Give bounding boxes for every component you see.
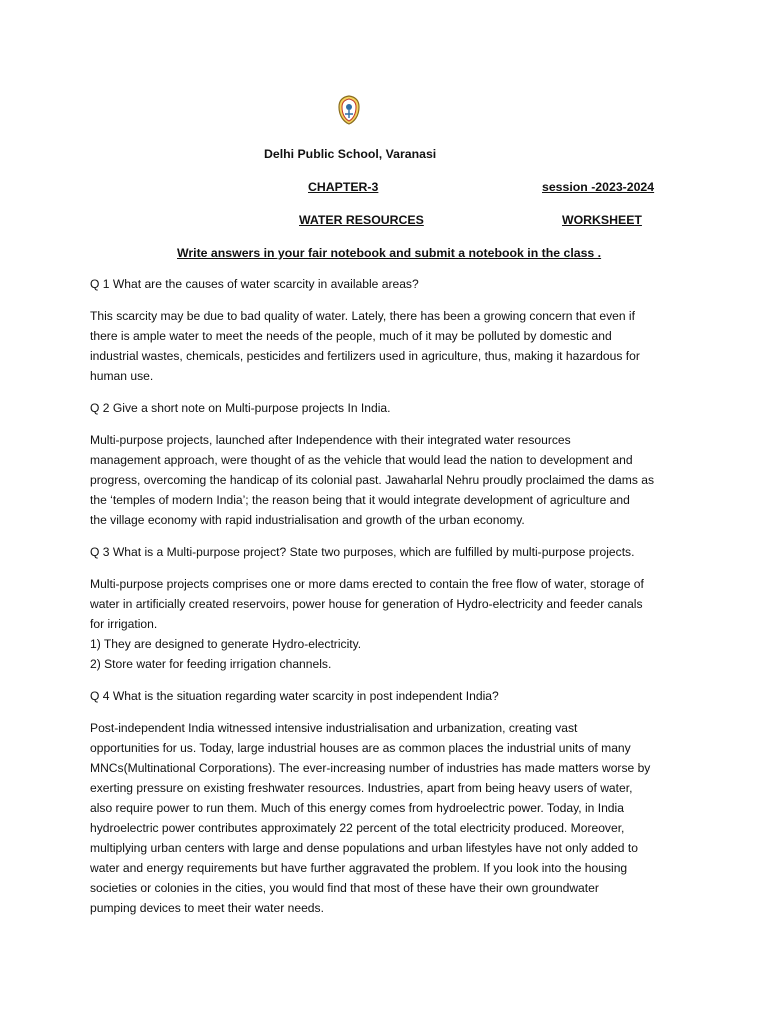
answer-line: human use. (90, 369, 154, 383)
answer-line: 2) Store water for feeding irrigation channels. (90, 657, 332, 671)
school-name: Delhi Public School, Varanasi (264, 147, 437, 161)
answer-line: also require power to run them. Much of this energy comes from hydroelectric power. Today, in India (90, 801, 624, 815)
doc-type-label: WORKSHEET (562, 213, 642, 227)
answer-line: Multi-purpose projects, launched after Independence with their integrated water resources (90, 433, 571, 447)
answer-line: Post-independent India witnessed intensive industrialisation and urbanization, creating vast (90, 721, 578, 735)
answer-line: multiplying urban centers with large and dense populations and urban lifestyles have not only added to (90, 841, 638, 855)
answer-4 (90, 718, 690, 918)
answer-line: Multi-purpose projects comprises one or more dams erected to contain the free flow of water, storage of (90, 577, 644, 591)
school-crest-icon (336, 94, 362, 126)
answer-line: management approach, were thought of as the vehicle that would lead the nation to development and (90, 453, 633, 467)
answer-line: This scarcity may be due to bad quality of water. Lately, there has been a growing concern that even if (90, 309, 635, 323)
answer-2 (90, 430, 690, 530)
questions-section (90, 274, 690, 930)
session-label: session -2023-2024 (542, 180, 655, 194)
answer-line: the ‘temples of modern India’; the reason being that it would integrate development of agriculture and (90, 493, 630, 507)
chapter-label: CHAPTER-3 (308, 180, 379, 194)
answer-line: for irrigation. (90, 617, 158, 631)
question-1: Q 1 What are the causes of water scarcity in available areas? (90, 277, 419, 291)
subject-title: WATER RESOURCES (299, 213, 424, 227)
answer-line: water in artificially created reservoirs, power house for generation of Hydro-electricity and feeder canals (90, 597, 643, 611)
answer-line: industrial wastes, chemicals, pesticides and fertilizers used in agriculture, thus, making it hazardous for (90, 349, 640, 363)
answer-line: progress, overcoming the handicap of its colonial past. Jawaharlal Nehru proudly proclaimed the dams as (90, 473, 655, 487)
answer-line: opportunities for us. Today, large industrial houses are as common places the industrial units of many (90, 741, 631, 755)
answer-line: MNCs(Multinational Corporations). The ever-increasing number of industries has made matters worse by (90, 761, 651, 775)
answer-line: water and energy requirements but have further aggravated the problem. If you look into the housing (90, 861, 628, 875)
question-4: Q 4 What is the situation regarding water scarcity in post independent India? (90, 689, 499, 703)
answer-line: hydroelectric power contributes approximately 22 percent of the total electricity produced. Moreover, (90, 821, 625, 835)
answer-line: 1) They are designed to generate Hydro-electricity. (90, 637, 362, 651)
question-3: Q 3 What is a Multi-purpose project? State two purposes, which are fulfilled by multi-purpose projects. (90, 545, 635, 559)
answer-1 (90, 306, 690, 386)
answer-line: pumping devices to meet their water needs. (90, 901, 324, 915)
answer-line: the village economy with rapid industrialisation and growth of the urban economy. (90, 513, 525, 527)
answer-line: societies or colonies in the cities, you would find that most of these have their own groundwater (90, 881, 599, 895)
answer-line: there is ample water to meet the needs of the people, much of it may be polluted by domestic and (90, 329, 612, 343)
question-2: Q 2 Give a short note on Multi-purpose projects In India. (90, 401, 391, 415)
answer-line: exerting pressure on existing freshwater resources. Industries, apart from being heavy users of water, (90, 781, 633, 795)
instruction-text: Write answers in your fair notebook and submit a notebook in the class . (177, 246, 602, 260)
answer-3 (90, 574, 690, 674)
